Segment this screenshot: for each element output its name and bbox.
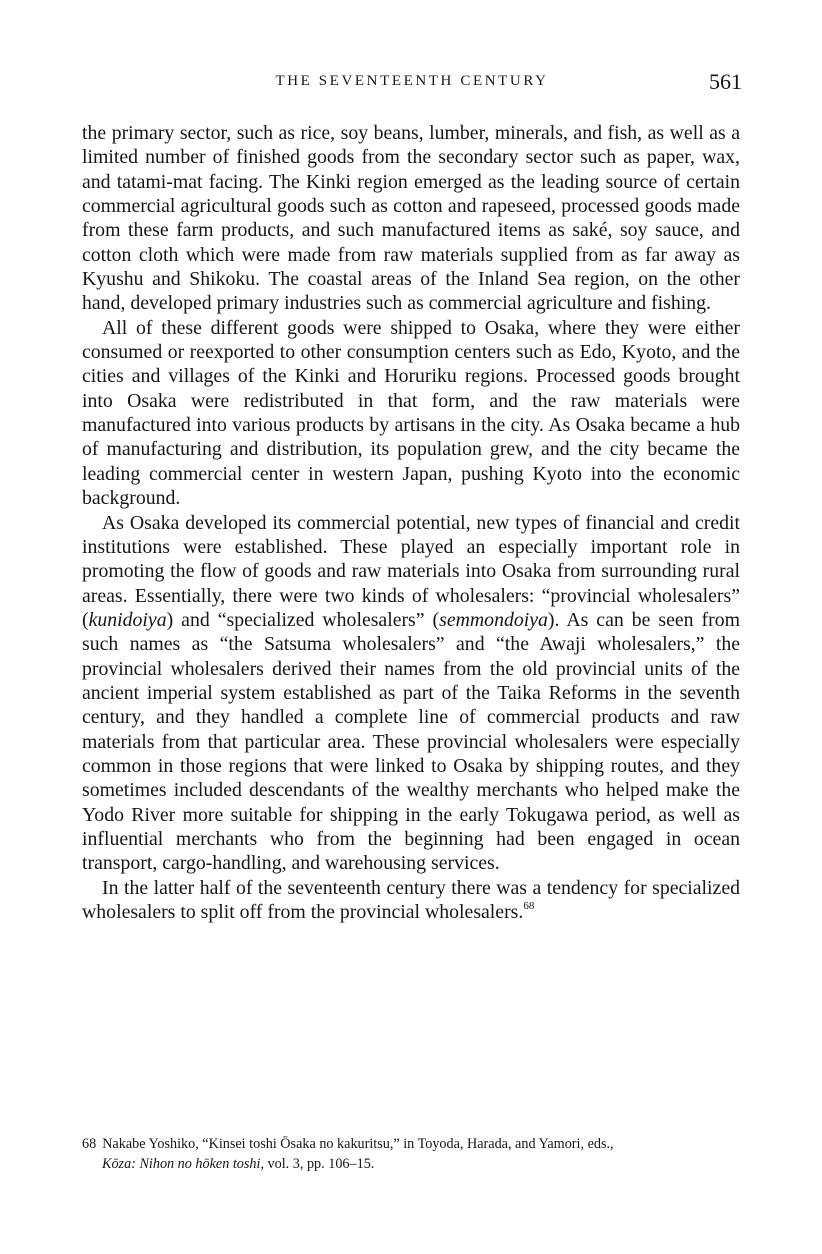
term-kunidoiya: kunidoiya bbox=[88, 608, 167, 631]
paragraph-4 bbox=[82, 876, 740, 925]
paragraph-3-text-a: As Osaka developed its commercial potential, new types of financial and credit institutions were established. These played an especially important role in promoting the flow of goods and raw materials into Osaka from surrounding rural areas. Essentially, there were two kinds of wholesalers: “provincial wholesalers” ( bbox=[82, 511, 740, 631]
footnote-continuation bbox=[82, 1154, 740, 1174]
paragraph-3-text-b: ) and “specialized wholesalers” ( bbox=[166, 608, 440, 631]
body-text bbox=[82, 121, 740, 924]
running-head bbox=[82, 69, 742, 99]
footnote-text-a: Nakabe Yoshiko, “Kinsei toshi Ōsaka no kakuritsu,” in Toyoda, Harada, and Yamori, eds., bbox=[102, 1136, 614, 1152]
paragraph-1: the primary sector, such as rice, soy beans, lumber, minerals, and fish, as well as a limited number of finished goods from the secondary sector such as paper, wax, and tatami-mat facing. The Kinki region emerged as the leading source of certain commercial agricultural goods such as cotton and rapeseed, processed goods made from these farm products, and such manufactured items as saké, soy sauce, and cotton cloth which were made from raw materials supplied from as far away as Kyushu and Shikoku. The coastal areas of the Inland Sea region, on the other hand, developed primary industries such as commercial agriculture and fishing. bbox=[82, 122, 740, 315]
page-number: 561 bbox=[709, 69, 742, 94]
term-semmondoiya: semmondoiya bbox=[439, 608, 548, 631]
paragraph-3 bbox=[82, 511, 740, 876]
footnote-number: 68 bbox=[82, 1136, 97, 1152]
paragraph-3-text-c: ). As can be seen from such names as “the Satsuma wholesalers” and “the Awaji wholesalers,” the provincial wholesalers derived their names from the old provincial units of the ancient imperial system established as part of the Taika Reforms in the seventh century, and they handled a complete line of commercial products and raw materials from that particular area. These provincial wholesalers were especially common in those regions that were linked to Osaka by shipping routes, and they sometimes included descendants of the wealthy merchants who helped make the Yodo River more suitable for shipping in the early Tokugawa period, as well as influential merchants who from the beginning had been engaged in ocean transport, cargo-handling, and warehousing services. bbox=[82, 608, 741, 875]
running-title: THE SEVENTEENTH CENTURY bbox=[275, 73, 549, 89]
footnote-text-b: , vol. 3, pp. 106–15. bbox=[260, 1156, 375, 1172]
paragraph-2: All of these different goods were shipped to Osaka, where they were either consumed or reexported to other consumption centers such as Edo, Kyoto, and the cities and villages of the Kinki and Horuriku regions. Processed goods brought into Osaka were redistributed in that form, and the raw materials were manufactured into various products by artisans in the city. As Osaka became a hub of manufacturing and distribution, its population grew, and the city became the leading commercial center in western Japan, pushing Kyoto into the economic background. bbox=[82, 316, 740, 510]
paragraph-4-text: In the latter half of the seventeenth century there was a tendency for specialized wholesalers to split off from the provincial wholesalers. bbox=[82, 876, 740, 923]
footnote bbox=[82, 1134, 740, 1174]
footnote-reference[interactable]: 68 bbox=[523, 900, 535, 912]
footnote-title: Kōza: Nihon no hōken toshi bbox=[102, 1156, 261, 1172]
